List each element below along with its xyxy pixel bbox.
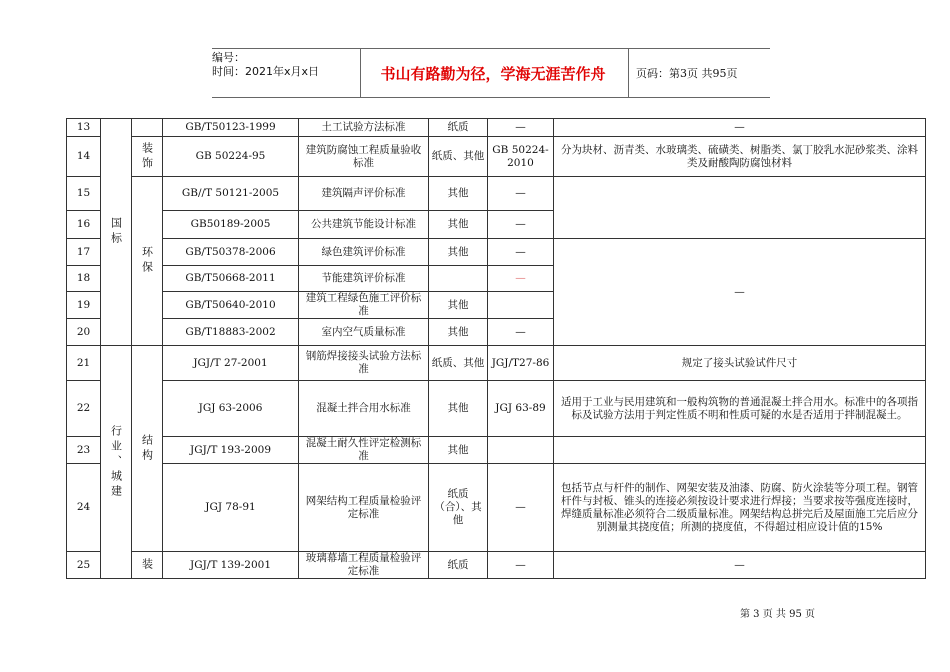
medium-type	[429, 266, 488, 292]
header-divider	[628, 49, 629, 97]
replaced-standard	[488, 437, 554, 464]
remark: 包括节点与杆件的制作、网架安装及油漆、防腐、防火涂装等分项工程。钢管杆件与封板、锥头的连接必须按设计要求进行焊接；当要求按等强度连接时，焊缝质量标准必须符合二级质量标准。网架结构总拼完后及屋面施工完后应分别测量其挠度值；所测的挠度值，不得超过相应设计值的15%	[554, 464, 926, 552]
replaced-standard: —	[488, 119, 554, 137]
table-row	[67, 177, 926, 211]
medium-type: 其他	[429, 381, 488, 437]
header-meta	[212, 51, 350, 95]
subcategory-empty	[132, 119, 163, 137]
medium-type: 其他	[429, 292, 488, 319]
standard-name: 绿色建筑评价标准	[299, 239, 429, 266]
standard-code: GB//T 50121-2005	[163, 177, 299, 211]
replaced-standard: —	[488, 239, 554, 266]
table-row	[67, 346, 926, 381]
replaced-standard: —	[488, 177, 554, 211]
remark: 规定了接头试验试件尺寸	[554, 346, 926, 381]
table-row	[67, 464, 926, 552]
row-number: 20	[67, 319, 101, 346]
table-row	[67, 437, 926, 464]
standard-name: 室内空气质量标准	[299, 319, 429, 346]
remark: 分为块材、沥青类、水玻璃类、硫磺类、树脂类、氯丁胶乳水泥砂浆类、涂料类及耐酸陶防腐蚀材料	[554, 137, 926, 177]
remark: —	[554, 119, 926, 137]
row-number: 19	[67, 292, 101, 319]
medium-type: 其他	[429, 319, 488, 346]
standard-code: GB/T50378-2006	[163, 239, 299, 266]
standard-name: 建筑防腐蚀工程质量验收标准	[299, 137, 429, 177]
row-number: 25	[67, 552, 101, 579]
standard-name: 网架结构工程质量检验评定标准	[299, 464, 429, 552]
medium-type: 纸质	[429, 119, 488, 137]
medium-type: 纸质、其他	[429, 346, 488, 381]
row-number: 14	[67, 137, 101, 177]
medium-type: 其他	[429, 239, 488, 266]
table-row	[67, 137, 926, 177]
row-number: 24	[67, 464, 101, 552]
number-label: 编号：	[212, 51, 245, 64]
remark: —	[554, 239, 926, 346]
standard-name: 节能建筑评价标准	[299, 266, 429, 292]
medium-type: 纸质	[429, 552, 488, 579]
replaced-standard: JGJ/T27-86	[488, 346, 554, 381]
subcategory-structure: 结构	[132, 346, 163, 552]
medium-type: 其他	[429, 177, 488, 211]
row-number: 13	[67, 119, 101, 137]
category-industry: 行业、城建	[101, 346, 132, 579]
row-number: 23	[67, 437, 101, 464]
standard-name: 钢筋焊接接头试验方法标准	[299, 346, 429, 381]
category-national: 国标	[101, 119, 132, 346]
standard-name: 混凝土拌合用水标准	[299, 381, 429, 437]
remark: —	[554, 552, 926, 579]
subcategory-decoration: 装	[132, 552, 163, 579]
standard-code: GB 50224-95	[163, 137, 299, 177]
replaced-standard	[488, 292, 554, 319]
row-number: 15	[67, 177, 101, 211]
standard-code: JGJ/T 139-2001	[163, 552, 299, 579]
standard-code: GB/T50668-2011	[163, 266, 299, 292]
row-number: 22	[67, 381, 101, 437]
standard-code: GB/T18883-2002	[163, 319, 299, 346]
medium-type: 其他	[429, 437, 488, 464]
page-info: 页码：第3页 共95页	[636, 67, 738, 80]
standard-code: GB50189-2005	[163, 211, 299, 239]
table-row	[67, 119, 926, 137]
standard-name: 玻璃幕墙工程质量检验评定标准	[299, 552, 429, 579]
replaced-standard: GB 50224-2010	[488, 137, 554, 177]
replaced-standard: —	[488, 464, 554, 552]
row-number: 17	[67, 239, 101, 266]
replaced-standard: —	[488, 266, 554, 292]
standard-name: 建筑工程绿色施工评价标准	[299, 292, 429, 319]
page-header	[212, 48, 770, 98]
subcategory-decoration: 装饰	[132, 137, 163, 177]
standard-code: GB/T50640-2010	[163, 292, 299, 319]
remark: 适用于工业与民用建筑和一般构筑物的普通混凝土拌合用水。标准中的各项指标及试验方法用于判定性质不明和性质可疑的水是否适用于拌制混凝土。	[554, 381, 926, 437]
standard-name: 建筑隔声评价标准	[299, 177, 429, 211]
replaced-standard: —	[488, 319, 554, 346]
table-row	[67, 239, 926, 266]
standard-name: 公共建筑节能设计标准	[299, 211, 429, 239]
table-row	[67, 552, 926, 579]
row-number: 21	[67, 346, 101, 381]
motto: 书山有路勤为径，学海无涯苦作舟	[380, 64, 606, 83]
table-row	[67, 381, 926, 437]
subcategory-environment: 环保	[132, 177, 163, 346]
replaced-standard: —	[488, 211, 554, 239]
medium-type: 纸质（合）、其他	[429, 464, 488, 552]
medium-type: 纸质、其他	[429, 137, 488, 177]
standard-name: 土工试验方法标准	[299, 119, 429, 137]
standard-code: JGJ 63-2006	[163, 381, 299, 437]
standard-code: JGJ/T 27-2001	[163, 346, 299, 381]
standards-table	[66, 118, 926, 579]
medium-type: 其他	[429, 211, 488, 239]
replaced-standard: JGJ 63-89	[488, 381, 554, 437]
replaced-standard: —	[488, 552, 554, 579]
page-footer: 第 3 页 共 95 页	[740, 609, 815, 620]
header-divider	[360, 49, 361, 97]
row-number: 16	[67, 211, 101, 239]
standard-name: 混凝土耐久性评定检测标准	[299, 437, 429, 464]
row-number: 18	[67, 266, 101, 292]
remark	[554, 437, 926, 464]
standard-code: JGJ/T 193-2009	[163, 437, 299, 464]
standard-code: GB/T50123-1999	[163, 119, 299, 137]
remark	[554, 177, 926, 239]
time-label: 时间：2021年x月x日	[212, 65, 320, 78]
standard-code: JGJ 78-91	[163, 464, 299, 552]
